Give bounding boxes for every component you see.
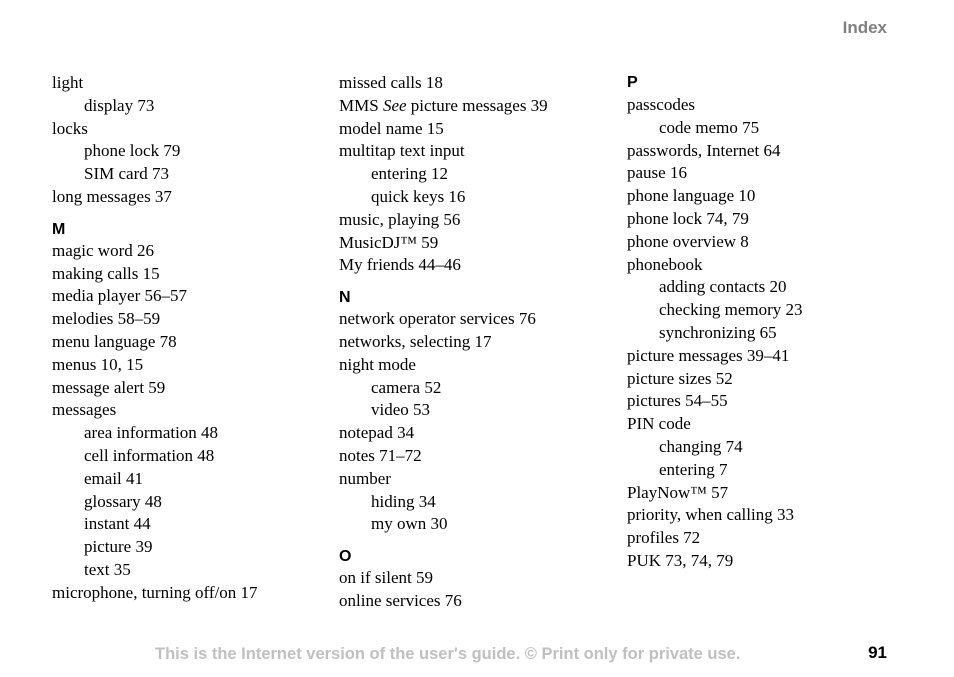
index-subentry: adding contacts 20	[659, 277, 787, 297]
index-letter-heading: O	[339, 548, 352, 566]
index-entry: media player 56–57	[52, 286, 188, 306]
index-entry: passcodes	[627, 95, 695, 114]
index-subentry: picture 39	[84, 537, 153, 557]
index-column-3	[627, 72, 803, 573]
see-reference: See	[382, 95, 407, 115]
index-entry: message alert 59	[52, 377, 166, 397]
index-subentry: email 41	[84, 468, 144, 488]
index-subentry: text 35	[84, 559, 131, 579]
index-subentry: display 73	[84, 95, 155, 115]
index-entry: model name 15	[339, 118, 444, 138]
index-entry: online services 76	[339, 590, 462, 610]
index-subentry: cell information 48	[84, 445, 215, 465]
index-entry: night mode	[339, 354, 416, 374]
index-subentry: camera 52	[371, 377, 442, 397]
index-entry: melodies 58–59	[52, 309, 161, 329]
index-entry: missed calls 18	[339, 73, 443, 92]
index-entry: phone language 10	[627, 186, 756, 206]
index-subentry: synchronizing 65	[659, 322, 777, 342]
index-subentry: SIM card 73	[84, 164, 169, 184]
index-subentry: code memo 75	[659, 117, 760, 137]
entry-text: MMS	[339, 95, 383, 115]
index-entry: MusicDJ™ 59	[339, 232, 439, 252]
index-entry: pictures 54–55	[627, 391, 728, 411]
page-number: 91	[868, 643, 887, 662]
index-entry: magic word 26	[52, 240, 154, 260]
index-entry: PIN code	[627, 414, 691, 434]
index-subentry: entering 7	[659, 459, 728, 479]
index-subentry: video 53	[371, 400, 431, 420]
index-entry: picture sizes 52	[627, 368, 733, 388]
index-subentry: quick keys 16	[371, 186, 466, 206]
index-entry: phone lock 74, 79	[627, 208, 749, 228]
index-entry: phonebook	[627, 254, 703, 274]
index-entry: network operator services 76	[339, 309, 536, 329]
index-entry: priority, when calling 33	[627, 505, 794, 525]
index-column-1	[52, 72, 258, 605]
index-entry: light	[52, 73, 84, 92]
index-entry: locks	[52, 118, 88, 138]
index-entry: picture messages 39–41	[627, 345, 790, 365]
index-entry: music, playing 56	[339, 209, 461, 229]
index-entry: pause 16	[627, 163, 687, 183]
index-entry: phone overview 8	[627, 231, 749, 251]
index-letter-heading: M	[52, 220, 66, 238]
index-letter-heading: N	[339, 289, 351, 307]
index-entry: profiles 72	[627, 528, 701, 548]
index-entry: long messages 37	[52, 186, 172, 206]
index-column-2	[339, 72, 548, 613]
index-entry: multitap text input	[339, 141, 465, 161]
section-header: Index	[842, 18, 887, 37]
footer-note: This is the Internet version of the user's guide. © Print only for private use.	[155, 645, 741, 663]
entry-text: picture messages 39	[406, 95, 548, 115]
index-entry: PlayNow™ 57	[627, 482, 729, 502]
index-subentry: changing 74	[659, 436, 743, 456]
index-subentry: hiding 34	[371, 491, 436, 511]
index-entry: messages	[52, 400, 117, 420]
index-entry: passwords, Internet 64	[627, 140, 781, 160]
index-subentry: my own 30	[371, 514, 448, 534]
index-entry: on if silent 59	[339, 568, 433, 588]
index-entry: making calls 15	[52, 263, 160, 283]
index-entry: menus 10, 15	[52, 354, 144, 374]
index-entry: notes 71–72	[339, 445, 422, 465]
index-entry: My friends 44–46	[339, 255, 461, 275]
index-entry: microphone, turning off/on 17	[52, 582, 258, 602]
index-subentry: area information 48	[84, 423, 219, 443]
index-entry	[339, 95, 548, 118]
index-subentry: instant 44	[84, 514, 151, 534]
index-subentry: glossary 48	[84, 491, 162, 511]
index-letter-heading: P	[627, 74, 638, 91]
index-entry: networks, selecting 17	[339, 331, 492, 351]
index-entry: menu language 78	[52, 331, 177, 351]
index-subentry: checking memory 23	[659, 300, 803, 320]
index-entry: notepad 34	[339, 423, 415, 443]
index-entry: number	[339, 468, 391, 488]
index-entry: PUK 73, 74, 79	[627, 550, 734, 570]
index-subentry: phone lock 79	[84, 141, 181, 161]
index-subentry: entering 12	[371, 164, 448, 184]
